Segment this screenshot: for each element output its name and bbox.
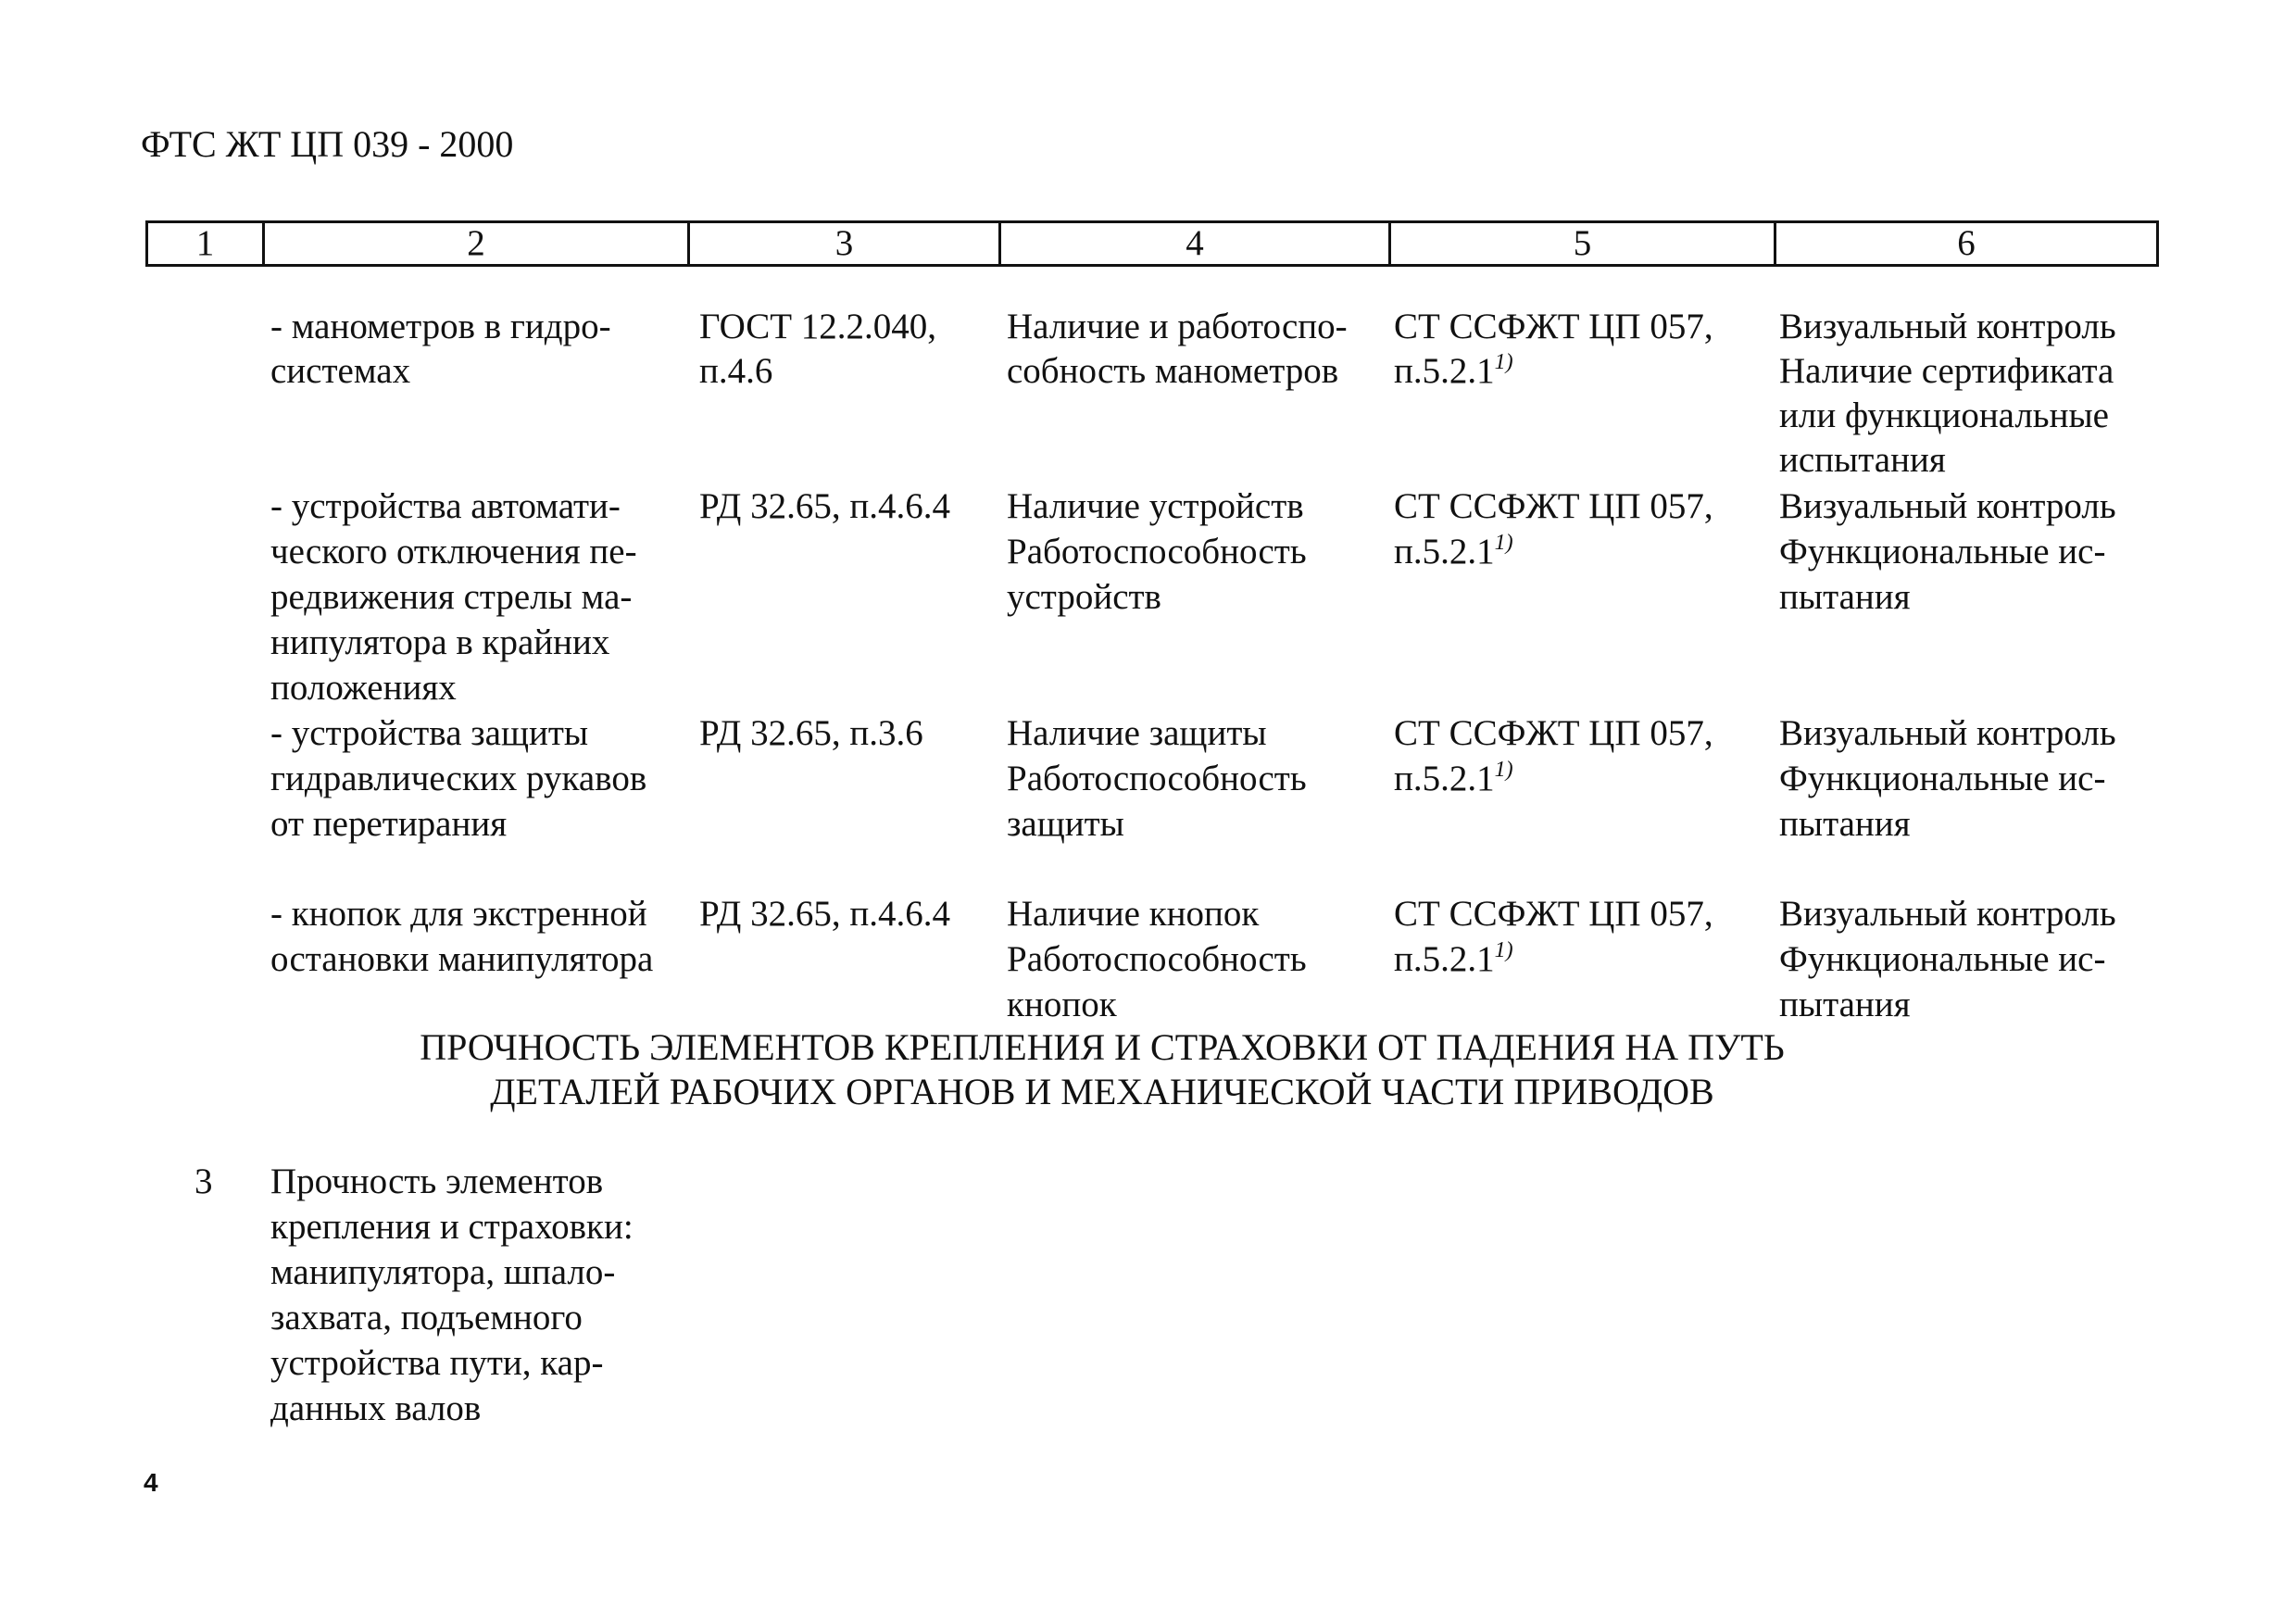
method-clause-text: п.5.2.1: [1394, 759, 1495, 798]
row-standard-line: п.4.6: [699, 351, 773, 391]
row-item-line: положениях: [270, 668, 457, 708]
row-method-doc: СТ ССФЖТ ЦП 057,: [1394, 486, 1713, 526]
row-control-line: Визуальный контроль: [1779, 486, 2116, 526]
column-number-2: 2: [467, 223, 485, 263]
column-number-1: 1: [195, 223, 215, 263]
section-item-line: манипулятора, шпало-: [270, 1252, 616, 1292]
row-item-line: - манометров в гидро-: [270, 307, 611, 346]
row-control-line: Наличие сертификата: [1779, 351, 2114, 391]
row-requirement-line: Наличие кнопок: [1007, 894, 1260, 934]
row-requirement-line: кнопок: [1007, 985, 1117, 1024]
footnote-marker: 1): [1494, 350, 1513, 374]
row-requirement-line: Работоспособность: [1007, 532, 1307, 571]
row-control-line: Функциональные ис-: [1779, 532, 2106, 571]
row-control-line: Визуальный контроль: [1779, 307, 2116, 346]
row-control-line: Функциональные ис-: [1779, 939, 2106, 979]
row-method-clause: [1394, 530, 1513, 574]
footnote-marker: 1): [1494, 758, 1513, 782]
row-item-line: редвижения стрелы ма-: [270, 577, 633, 617]
row-item-line: системах: [270, 351, 411, 391]
page-number: 4: [144, 1468, 158, 1497]
row-standard-line: ГОСТ 12.2.040,: [699, 307, 937, 346]
column-number-6: 6: [1957, 223, 1976, 263]
row-standard-line: РД 32.65, п.4.6.4: [699, 894, 950, 934]
footnote-marker: 1): [1494, 531, 1513, 555]
footnote-marker: 1): [1494, 938, 1513, 962]
row-method-doc: СТ ССФЖТ ЦП 057,: [1394, 894, 1713, 934]
row-item-line: остановки манипулятора: [270, 939, 654, 979]
row-control-line: Функциональные ис-: [1779, 759, 2106, 798]
row-requirement-line: Наличие и работоспо-: [1007, 307, 1348, 346]
row-control-line: пытания: [1779, 985, 1911, 1024]
section-item-number: 3: [194, 1162, 213, 1201]
row-requirement-line: защиты: [1007, 804, 1124, 844]
row-item-line: - кнопок для экстренной: [270, 894, 647, 934]
method-clause-text: п.5.2.1: [1394, 532, 1495, 571]
row-control-line: Визуальный контроль: [1779, 894, 2116, 934]
section-item-line: устройства пути, кар-: [270, 1343, 604, 1383]
row-requirement-line: Работоспособность: [1007, 759, 1307, 798]
method-clause-text: п.5.2.1: [1394, 939, 1495, 979]
column-number-4: 4: [1186, 223, 1204, 263]
row-control-line: пытания: [1779, 804, 1911, 844]
row-method-clause: [1394, 757, 1513, 801]
column-number-5: 5: [1573, 223, 1592, 263]
row-requirement-line: устройств: [1007, 577, 1161, 617]
row-method-doc: СТ ССФЖТ ЦП 057,: [1394, 307, 1713, 346]
section-item-line: данных валов: [270, 1388, 482, 1428]
row-method-doc: СТ ССФЖТ ЦП 057,: [1394, 713, 1713, 753]
row-item-line: - устройства защиты: [270, 713, 589, 753]
column-number-3: 3: [834, 223, 854, 263]
row-control-line: Визуальный контроль: [1779, 713, 2116, 753]
section-title-line: ДЕТАЛЕЙ РАБОЧИХ ОРГАНОВ И МЕХАНИЧЕСКОЙ ЧАСТИ ПРИВОДОВ: [490, 1071, 1714, 1112]
method-clause-text: п.5.2.1: [1394, 351, 1495, 391]
row-item-line: гидравлических рукавов: [270, 759, 647, 798]
row-item-line: от перетирания: [270, 804, 508, 844]
section-item-line: захвата, подъемного: [270, 1298, 583, 1337]
row-method-clause: [1394, 349, 1513, 394]
row-item-line: - устройства автомати-: [270, 486, 621, 526]
section-item-line: крепления и страховки:: [270, 1207, 634, 1247]
row-requirement-line: собность манометров: [1007, 351, 1339, 391]
row-item-line: ческого отключения пе-: [270, 532, 637, 571]
row-standard-line: РД 32.65, п.3.6: [699, 713, 923, 753]
row-item-line: нипулятора в крайних: [270, 622, 610, 662]
row-requirement-line: Наличие защиты: [1007, 713, 1267, 753]
column-number-header: [145, 220, 2159, 267]
row-standard-line: РД 32.65, п.4.6.4: [699, 486, 950, 526]
row-requirement-line: Работоспособность: [1007, 939, 1307, 979]
row-control-line: или функциональные: [1779, 396, 2109, 435]
row-requirement-line: Наличие устройств: [1007, 486, 1304, 526]
row-method-clause: [1394, 937, 1513, 982]
row-control-line: пытания: [1779, 577, 1911, 617]
section-title-line: ПРОЧНОСТЬ ЭЛЕМЕНТОВ КРЕПЛЕНИЯ И СТРАХОВКИ ОТ ПАДЕНИЯ НА ПУТЬ: [420, 1026, 1785, 1068]
section-item-line: Прочность элементов: [270, 1162, 604, 1201]
document-code: ФТС ЖТ ЦП 039 - 2000: [141, 123, 514, 165]
row-control-line: испытания: [1779, 440, 1946, 480]
